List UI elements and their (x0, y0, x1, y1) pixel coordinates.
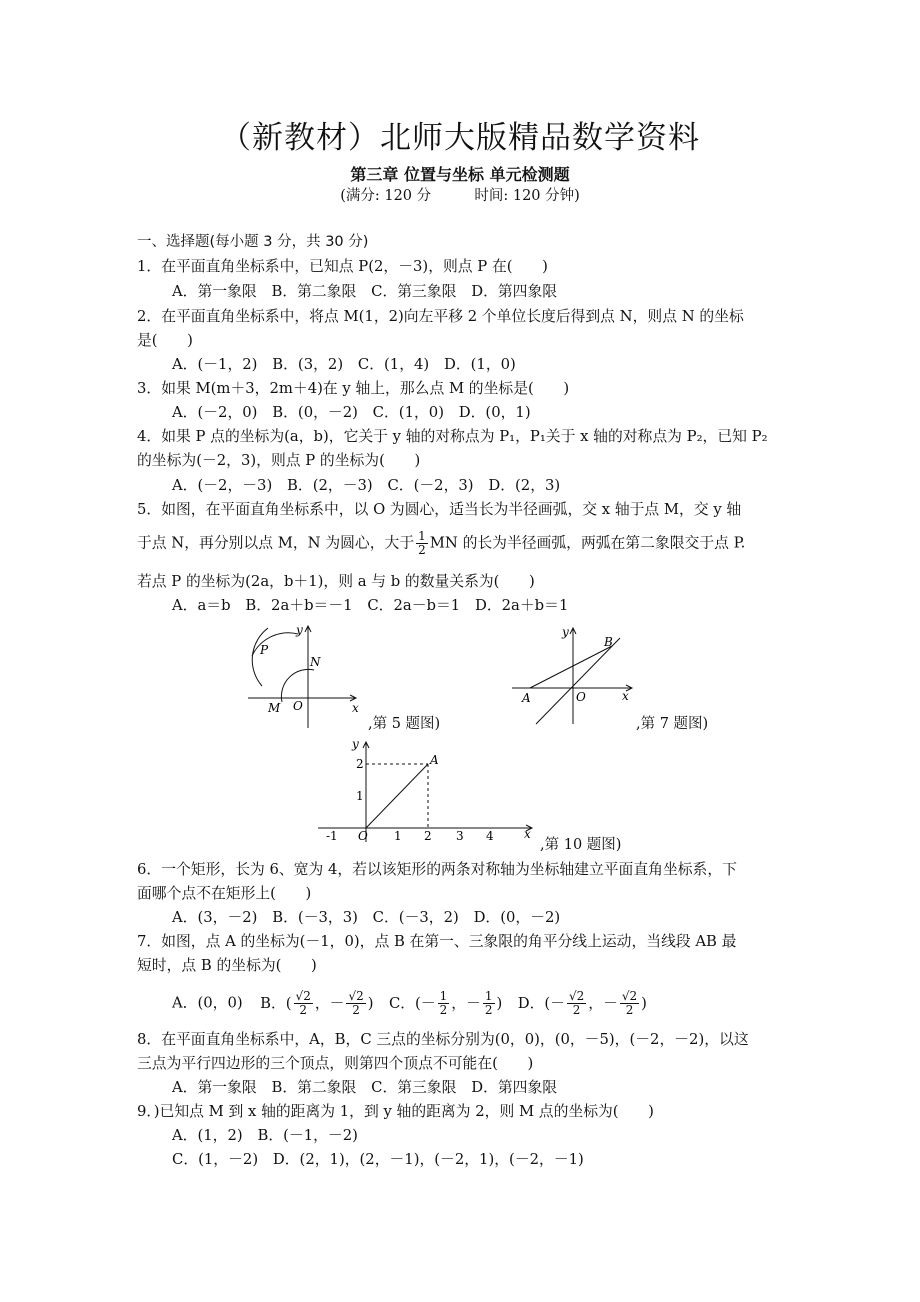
fig10-tick-x-2: 2 (424, 829, 432, 843)
figure-7 (508, 620, 638, 732)
q5-stem-1: 5．如图，在平面直角坐标系中，以 O 为圆心，适当长为半径画弧，交 x 轴于点 M，交 y 轴 (137, 501, 742, 518)
q1-stem: 1．在平面直角坐标系中，已知点 P(2，－3)，则点 P 在( ) (137, 258, 548, 275)
fig5-label-x: x (352, 701, 359, 715)
fig10-tick-x-1: 1 (394, 829, 402, 843)
q7-option-b: B．( $\frac{√2}{2}$ ，－ $\frac{√2}{2}$ ) (260, 989, 374, 1017)
q4-stem-1: 4．如果 P 点的坐标为(a，b)，它关于 y 轴的对称点为 P₁，P₁关于 x 轴的对称点为 P₂，已知 P₂ (137, 428, 768, 445)
fig10-tick-x-minus-1: -1 (326, 829, 338, 843)
full-score: (满分: 120 分 (340, 188, 432, 204)
q8-options: A．第一象限 B．第二象限 C．第三象限 D．第四象限 (172, 1079, 558, 1096)
fig7-bisector-line (536, 638, 620, 724)
fig10-tick-x-4: 4 (486, 829, 494, 843)
q5-stem-3: 若点 P 的坐标为(2a，b＋1)，则 a 与 b 的数量关系为( ) (137, 573, 535, 590)
fig10-label-a: A (430, 753, 439, 767)
q8-stem-1: 8．在平面直角坐标系中，A，B，C 三点的坐标分别为(0，0)，(0，－5)，(－2，－2)，以这 (137, 1031, 749, 1048)
q7-options (172, 990, 647, 1017)
fig7-label-y: y (562, 625, 569, 639)
q6-stem-1: 6．一个矩形，长为 6、宽为 4，若以该矩形的两条对称轴为坐标轴建立平面直角坐标系，下 (137, 861, 737, 878)
q9-options-1: A．(1，2) B．(－1，－2) (172, 1127, 358, 1144)
time-limit: 时间: 120 分钟) (474, 188, 580, 204)
q5-stem-2a: 于点 N，再分别以点 M，N 为圆心，大于 (137, 534, 415, 552)
fig5-arc-from-m (252, 628, 268, 686)
figure-10 (310, 734, 540, 846)
q1-options: A．第一象限 B．第二象限 C．第三象限 D．第四象限 (172, 283, 558, 300)
fig7-segment-ab (530, 646, 612, 688)
figure-5 (238, 620, 368, 732)
fig7-label-a: A (522, 691, 531, 705)
section-heading: 一、选择题(每小题 3 分，共 30 分) (137, 234, 369, 250)
unit-test-title: 第三章 位置与坐标 单元检测题 (350, 165, 570, 184)
fig10-label-o: O (358, 829, 368, 843)
fig10-caption: ,第 10 题图) (540, 837, 622, 853)
fig5-label-p: P (260, 643, 269, 657)
fig10-label-y: y (352, 737, 359, 751)
q3-options: A．(－2，0) B．(0，－2) C．(1，0) D．(0，1) (172, 404, 531, 421)
q2-stem-2: 是( ) (137, 332, 193, 349)
q6-options: A．(3，－2) B．(－3，3) C．(－3，2) D．(0，－2) (172, 909, 561, 926)
q7-option-a: A．(0，0) (172, 994, 243, 1012)
q3-stem: 3．如果 M(m＋3，2m＋4)在 y 轴上，那么点 M 的坐标是( ) (137, 380, 570, 397)
fig7-label-o: O (576, 690, 586, 704)
fig10-tick-y-1: 1 (356, 789, 364, 803)
q6-stem-2: 面哪个点不在矩形上( ) (137, 885, 312, 902)
q8-stem-2: 三点为平行四边形的三个顶点，则第四个顶点不可能在( ) (137, 1055, 534, 1072)
q4-options: A．(－2，－3) B．(2，－3) C．(－2，3) D．(2，3) (172, 477, 561, 494)
q5-options: A．a＝b B．2a＋b＝－1 C．2a－b＝1 D．2a＋b＝1 (172, 597, 569, 614)
fig7-label-b: B (604, 635, 613, 649)
fig10-label-x: x (524, 827, 531, 841)
q5-stem-2b: MN 的长为半径画弧，两弧在第二象限交于点 P. (429, 534, 746, 552)
q4-stem-2: 的坐标为(－2，3)，则点 P 的坐标为( ) (137, 452, 421, 469)
q5-stem-2 (137, 530, 745, 557)
q2-options: A．(－1，2) B．(3，2) C．(1，4) D．(1，0) (172, 356, 516, 373)
fig5-label-m: M (268, 701, 281, 715)
fig5-arc-center-o (281, 669, 314, 702)
fig7-caption: ,第 7 题图) (636, 716, 709, 732)
fig5-arc-from-n (252, 633, 298, 656)
q7-stem-2: 短时，点 B 的坐标为( ) (137, 957, 317, 974)
score-time-line (0, 184, 920, 205)
document-title: （新教材）北师大版精品数学资料 (220, 120, 700, 156)
fig5-label-y: y (296, 623, 303, 637)
fig5-label-n: N (310, 655, 321, 669)
q7-option-d: D．(－ $\frac{√2}{2}$ ，－ $\frac{√2}{2}$ ) (517, 989, 647, 1017)
fraction-one-half: $\frac{1}{2}$ (418, 529, 426, 557)
q7-option-c: C．(－ $\frac{1}{2}$ ，－ $\frac{1}{2}$ ) (388, 989, 503, 1017)
q7-stem-1: 7．如图，点 A 的坐标为(－1，0)，点 B 在第一、三象限的角平分线上运动，当线段 AB 最 (137, 933, 737, 950)
q2-stem-1: 2．在平面直角坐标系中，将点 M(1，2)向左平移 2 个单位长度后得到点 N，则点 N 的坐标 (137, 308, 744, 325)
q9-stem: 9．)已知点 M 到 x 轴的距离为 1，到 y 轴的距离为 2，则 M 点的坐标为( ) (137, 1103, 654, 1120)
fig5-caption: ,第 5 题图) (368, 716, 441, 732)
fig10-tick-x-3: 3 (456, 829, 464, 843)
fig10-tick-y-2: 2 (356, 757, 364, 771)
q9-options-2: C．(1，－2) D．(2，1)，(2，－1)，(－2，1)，(－2，－1) (172, 1151, 584, 1168)
fig5-label-o: O (293, 699, 303, 713)
fig7-label-x: x (622, 689, 629, 703)
fig10-segment-oa (366, 764, 428, 828)
